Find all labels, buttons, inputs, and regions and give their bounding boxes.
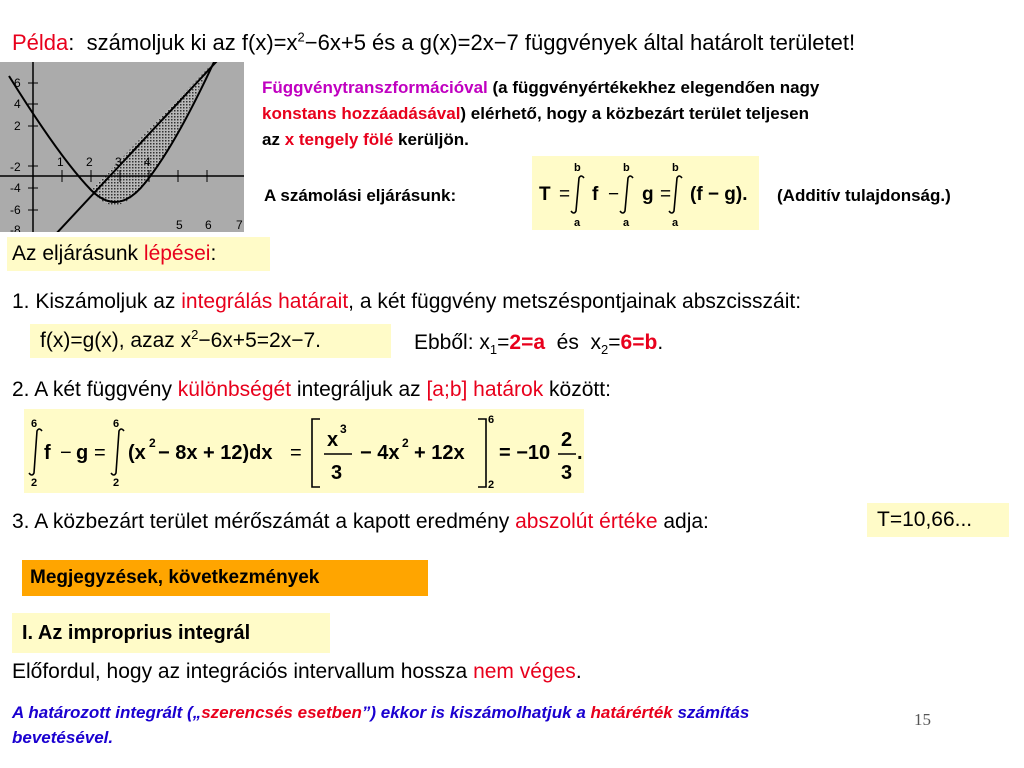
step-1: 1. Kiszámoljuk az integrálás határait, a két függvény metszéspontjainak abszcisszáit: xyxy=(12,290,802,313)
additive-note: (Additív tulajdonság.) xyxy=(777,186,951,205)
svg-text:a: a xyxy=(672,217,679,229)
svg-text:−: − xyxy=(60,442,72,464)
equation-box: f(x)=g(x), azaz $x^2-6x+5=2x-7$. xyxy=(30,324,391,358)
svg-text:−: − xyxy=(608,184,620,205)
svg-text:2: 2 xyxy=(113,477,120,489)
y-tick-label: -8 xyxy=(10,223,21,232)
svg-text:2: 2 xyxy=(149,436,156,450)
svg-text:b: b xyxy=(623,162,630,174)
x-tick-label: 6 xyxy=(205,218,212,232)
graph-svg xyxy=(0,62,244,232)
svg-text:g: g xyxy=(642,184,654,205)
svg-text:6: 6 xyxy=(113,418,120,430)
formula-box xyxy=(532,156,759,230)
svg-text:6: 6 xyxy=(31,418,38,430)
x-tick-label: 4 xyxy=(144,155,151,169)
integral-sign xyxy=(620,176,633,213)
procedure-label: A számolási eljárásunk: xyxy=(264,186,457,205)
x-tick-label: 2 xyxy=(86,155,93,169)
y-tick-label: 2 xyxy=(14,119,21,133)
improper-text: Előfordul, hogy az integrációs intervallum hossza nem véges. xyxy=(12,660,582,683)
svg-text:2: 2 xyxy=(31,477,38,489)
svg-text:f: f xyxy=(44,442,51,464)
svg-text:f: f xyxy=(592,184,599,205)
y-tick-label: 4 xyxy=(14,97,21,111)
svg-text:x: x xyxy=(327,429,339,451)
bracket-left xyxy=(312,419,320,487)
y-tick-label: 6 xyxy=(14,76,21,90)
integral-sign xyxy=(571,176,584,213)
svg-text:2: 2 xyxy=(402,436,409,450)
y-tick-label: -2 xyxy=(10,160,21,174)
x-tick-label: 7 xyxy=(236,218,243,232)
function-graph xyxy=(0,62,244,232)
transform-note: Függvénytranszformációval (a függvényértékekhez elegendően nagy konstans hozzáadásával) elérhető, hogy a közbezárt terület teljesen az x tengely fölé kerüljön. xyxy=(262,78,820,149)
svg-text:=: = xyxy=(660,184,672,205)
svg-text:g: g xyxy=(76,442,89,464)
svg-text:3: 3 xyxy=(561,462,573,484)
step-3: 3. A közbezárt terület mérőszámát a kapott eredmény abszolút értéke adja: xyxy=(12,510,709,533)
svg-text:b: b xyxy=(672,162,679,174)
notes-heading: Megjegyzések, következmények xyxy=(22,560,428,596)
svg-text:=: = xyxy=(559,184,571,205)
svg-text:T: T xyxy=(539,184,551,205)
svg-text:a: a xyxy=(623,217,630,229)
svg-text:2: 2 xyxy=(561,429,573,451)
svg-text:− 4x: − 4x xyxy=(360,442,400,464)
y-tick-label: -6 xyxy=(10,203,21,217)
formula-integral-calculation xyxy=(24,409,584,493)
svg-text:− 8x + 12)dx: − 8x + 12)dx xyxy=(158,442,273,464)
formula-integrals xyxy=(532,156,759,230)
x-tick-label: 3 xyxy=(115,155,122,169)
svg-text:+ 12x: + 12x xyxy=(414,442,465,464)
area-result: T=10,66... xyxy=(867,503,1009,537)
svg-text:3: 3 xyxy=(340,422,347,436)
title-label: Példa xyxy=(12,30,69,55)
integral-sign xyxy=(29,429,42,475)
line-curve xyxy=(0,62,244,232)
improper-integral-heading: I. Az improprius integrál xyxy=(12,613,330,653)
integral-sign xyxy=(111,429,124,475)
svg-text:(x: (x xyxy=(128,442,146,464)
page-number: 15 xyxy=(914,710,931,729)
x-tick-label: 5 xyxy=(176,218,183,232)
svg-text:(f − g).: (f − g). xyxy=(690,184,748,205)
svg-text:6: 6 xyxy=(488,414,495,426)
svg-text:=: = xyxy=(290,442,302,464)
steps-heading: Az eljárásunk lépései: xyxy=(7,237,270,271)
x-tick-label: 1 xyxy=(57,155,64,169)
svg-text:2: 2 xyxy=(488,479,495,491)
step-2: 2. A két függvény különbségét integráljuk az [a;b] határok között: xyxy=(12,378,611,401)
svg-text:.: . xyxy=(577,442,583,464)
integral-formula-box xyxy=(24,409,584,493)
svg-text:= −10: = −10 xyxy=(499,442,551,464)
final-note: A határozott integrált („szerencsés esetben”) ekkor is kiszámolhatjuk a határérték számítás bevetésével. xyxy=(12,703,750,747)
svg-text:=: = xyxy=(94,442,106,464)
y-tick-label: -4 xyxy=(10,181,21,195)
svg-text:b: b xyxy=(574,162,581,174)
intersection-result: Ebből: $x_1=2=a$ és $x_2=6=b$. xyxy=(414,331,664,358)
svg-text:a: a xyxy=(574,217,581,229)
bracket-right xyxy=(478,419,486,487)
slide-title: Példa: számoljuk ki az $f(x)=x^2-6x+5$ és a g(x)=2x−7 függvények által határolt területet! xyxy=(12,29,856,55)
svg-text:3: 3 xyxy=(331,462,343,484)
